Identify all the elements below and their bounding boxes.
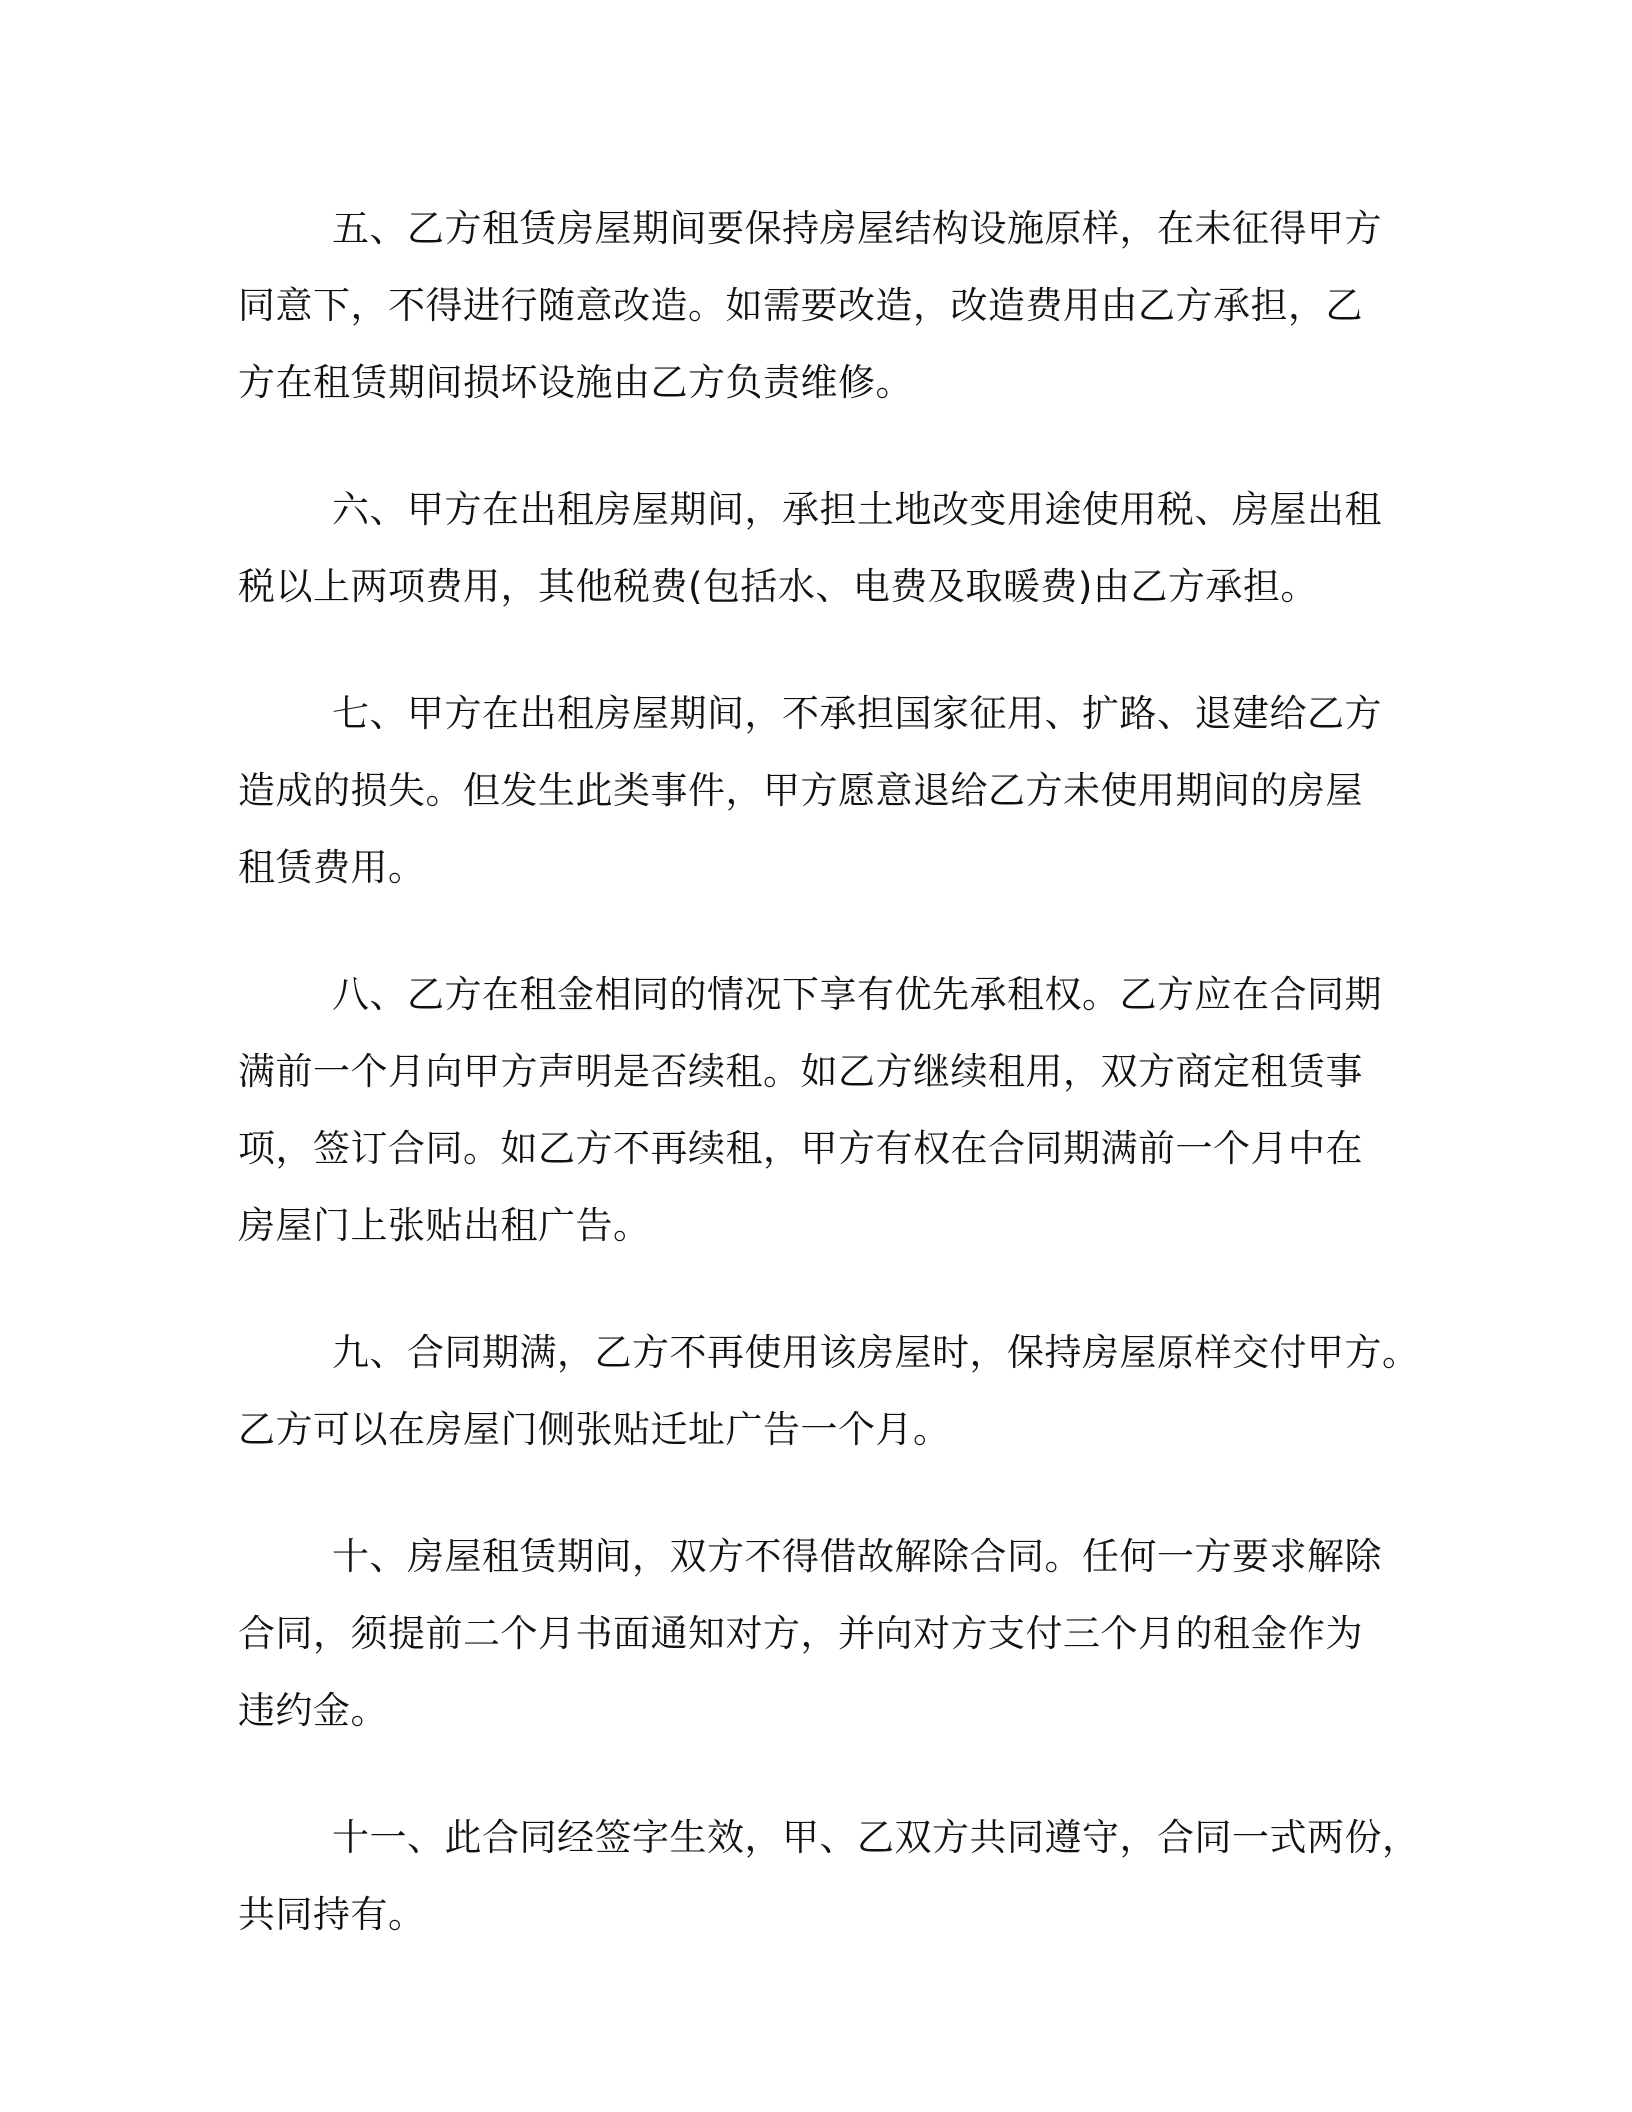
clause-line: 同意下，不得进行随意改造。如需要改造，改造费用由乙方承担，乙 bbox=[238, 284, 1363, 327]
clause-line: 六、甲方在出租房屋期间，承担土地改变用途使用税、房屋出租 bbox=[332, 488, 1382, 531]
clause-line: 造成的损失。但发生此类事件，甲方愿意退给乙方未使用期间的房屋 bbox=[238, 769, 1363, 812]
clause-line: 税以上两项费用，其他税费(包括水、电费及取暖费)由乙方承担。 bbox=[238, 565, 1318, 608]
clause-line: 项，签订合同。如乙方不再续租，甲方有权在合同期满前一个月中在 bbox=[238, 1127, 1363, 1170]
clause-line: 方在租赁期间损坏设施由乙方负责维修。 bbox=[238, 361, 913, 404]
clause-line: 七、甲方在出租房屋期间，不承担国家征用、扩路、退建给乙方 bbox=[332, 692, 1382, 735]
clause-line: 合同，须提前二个月书面通知对方，并向对方支付三个月的租金作为 bbox=[238, 1612, 1363, 1655]
clause-line: 十、房屋租赁期间，双方不得借故解除合同。任何一方要求解除 bbox=[332, 1535, 1382, 1578]
clause-11 bbox=[238, 1799, 1420, 1953]
clause-line: 房屋门上张贴出租广告。 bbox=[238, 1204, 651, 1247]
clause-line: 十一、此合同经签字生效，甲、乙双方共同遵守，合同一式两份， bbox=[332, 1816, 1420, 1859]
clause-line: 乙方可以在房屋门侧张贴迁址广告一个月。 bbox=[238, 1408, 951, 1451]
document-body bbox=[238, 190, 1420, 2003]
clause-line: 五、乙方租赁房屋期间要保持房屋结构设施原样，在未征得甲方 bbox=[332, 207, 1382, 250]
clause-line: 违约金。 bbox=[238, 1689, 388, 1732]
clause-7 bbox=[238, 675, 1410, 906]
clause-9 bbox=[238, 1314, 1420, 1468]
clause-line: 满前一个月向甲方声明是否续租。如乙方继续租用，双方商定租赁事 bbox=[238, 1050, 1363, 1093]
clause-line: 八、乙方在租金相同的情况下享有优先承租权。乙方应在合同期 bbox=[332, 973, 1382, 1016]
clause-6 bbox=[238, 471, 1410, 625]
clause-line: 共同持有。 bbox=[238, 1893, 426, 1936]
clause-8 bbox=[238, 956, 1410, 1264]
clause-line: 九、合同期满，乙方不再使用该房屋时，保持房屋原样交付甲方。 bbox=[332, 1331, 1420, 1374]
clause-line: 租赁费用。 bbox=[238, 846, 426, 889]
clause-5 bbox=[238, 190, 1410, 421]
clause-10 bbox=[238, 1518, 1410, 1749]
